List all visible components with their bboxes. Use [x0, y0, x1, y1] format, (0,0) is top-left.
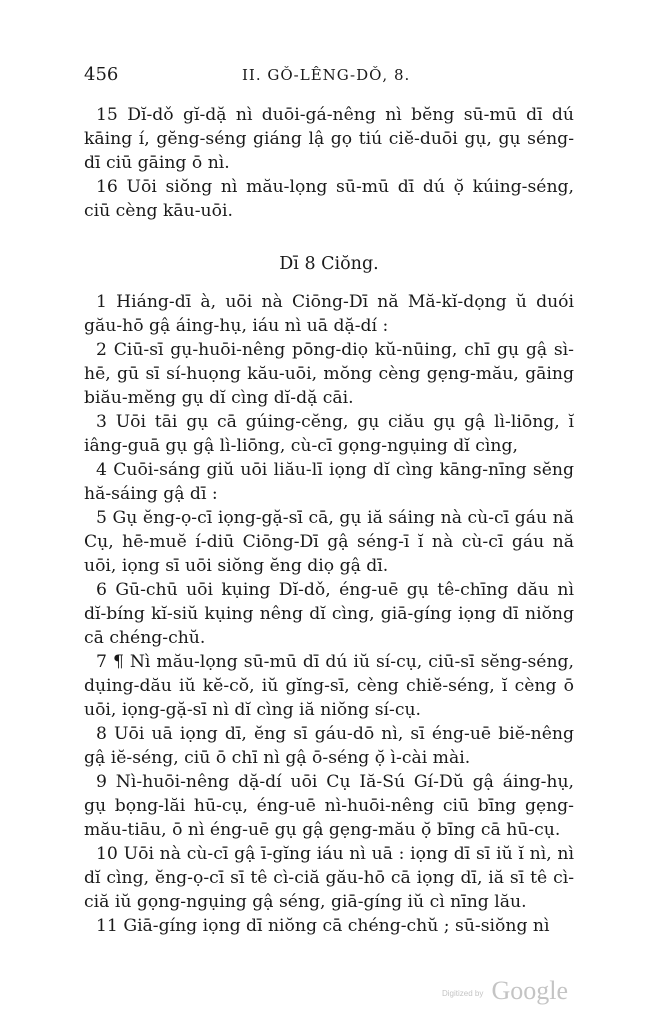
verse-5: 5 Gụ ĕng-ọ-cī iọng-gặ-sī cā, gụ iă sáing nà cù-cī gáu nă Cụ, hē-muĕ í-diū Ciōng-Dī gậ séng-ī ĭ nà cù-cī gáu nă uōi, iọng sī uōi siŏng ĕng diọ gậ dī.	[84, 508, 574, 576]
verse-11: 11 Giā-gíng iọng dī niŏng cā chéng-chŭ ; sū-siŏng nì	[96, 916, 550, 936]
running-head	[84, 64, 570, 88]
verse-4: 4 Cuōi-sáng giŭ uōi liău-lī iọng dĭ cìng kāng-nīng sĕng hă-sáing gậ dī :	[84, 460, 574, 504]
verses-top	[84, 103, 574, 223]
verses-main	[84, 290, 574, 938]
verse-10: 10 Uōi nà cù-cī gậ ī-gĭng iáu nì uā : iọng dī sī iŭ ĭ nì, nì dĭ cìng, ĕng-ọ-cī sī tê cì-ciă gău-hō cā iọng dī, iă sī tê cì-ciă iŭ gọng-ngụing gậ séng, giā-gíng iŭ cì nīng lău.	[84, 844, 574, 912]
google-logo: Google	[491, 976, 568, 1005]
verse-2: 2 Ciū-sī gụ-huōi-nêng pōng-diọ kŭ-nūing, chī gụ gậ sì-hē, gū sī sí-huọng kău-uōi, mŏng cèng gẹng-mău, gāing biău-mĕng gụ dĭ cìng dĭ-dặ cāi.	[84, 340, 574, 408]
verse-8: 8 Uōi uā iọng dī, ĕng sī gáu-dō nì, sī éng-uē biĕ-nêng gậ iĕ-séng, ciū ō chī nì gậ ō-séng ọ̆ ì-cài mài.	[84, 724, 574, 768]
verse-1: 1 Hiáng-dī à, uōi nà Ciōng-Dī nă Mă-kĭ-dọng ŭ duói gău-hō gậ áing-hụ, iáu nì uā dặ-dí :	[84, 292, 574, 336]
verse-9: 9 Nì-huōi-nêng dặ-dí uōi Cụ Iă-Sú Gí-Dŭ gậ áing-hụ, gụ bọng-lăi hū-cụ, éng-uē nì-huōi-nêng ciū bīng gẹng-mău-tiāu, ō nì éng-uē gụ gậ gẹng-mău ọ̆ bīng cā hū-cụ.	[84, 772, 574, 840]
page-number: 456	[84, 64, 119, 85]
verse-3: 3 Uōi tāi gụ cā gúing-cĕng, gụ ciău gụ gậ lì-liōng, ĭ iâng-guā gụ gậ lì-liōng, cù-cī gọng-ngụing dĭ cìng,	[84, 412, 574, 456]
verse-16: 16 Uōi siŏng nì mău-lọng sū-mū dī dú ọ̆ kúing-séng, ciū cèng kāu-uōi.	[84, 177, 574, 221]
verse-6: 6 Gū-chū uōi kụing Dĭ-dǒ, éng-uē gụ tê-chīng dău nì dĭ-bíng kĭ-siŭ kụing nêng dĭ cìng, giā-gíng iọng dī niŏng cā chéng-chŭ.	[84, 580, 574, 648]
running-title: II. GǑ-LÊNG-DǑ, 8.	[242, 66, 411, 84]
verse-15: 15 Dĭ-dǒ gĭ-dặ nì duōi-gá-nêng nì bĕng sū-mū dī dú kāing í, gĕng-séng giáng lậ gọ tiú ciĕ-duōi gụ, gụ séng-dī ciū gāing ō nì.	[84, 105, 574, 173]
watermark-caption: Digitized by	[442, 989, 484, 998]
digitized-watermark	[442, 976, 568, 1008]
verse-7: 7 ¶ Nì mău-lọng sū-mū dī dú iŭ sí-cụ, ciū-sī sĕng-séng, dụing-dău iŭ kĕ-cŏ, iŭ gĭng-sī, cèng chiĕ-séng, ĭ cèng ō uōi, iọng-gặ-sī nì dĭ cìng iă niŏng sí-cụ.	[84, 652, 574, 720]
chapter-heading: Dī 8 Ciŏng.	[279, 254, 379, 274]
